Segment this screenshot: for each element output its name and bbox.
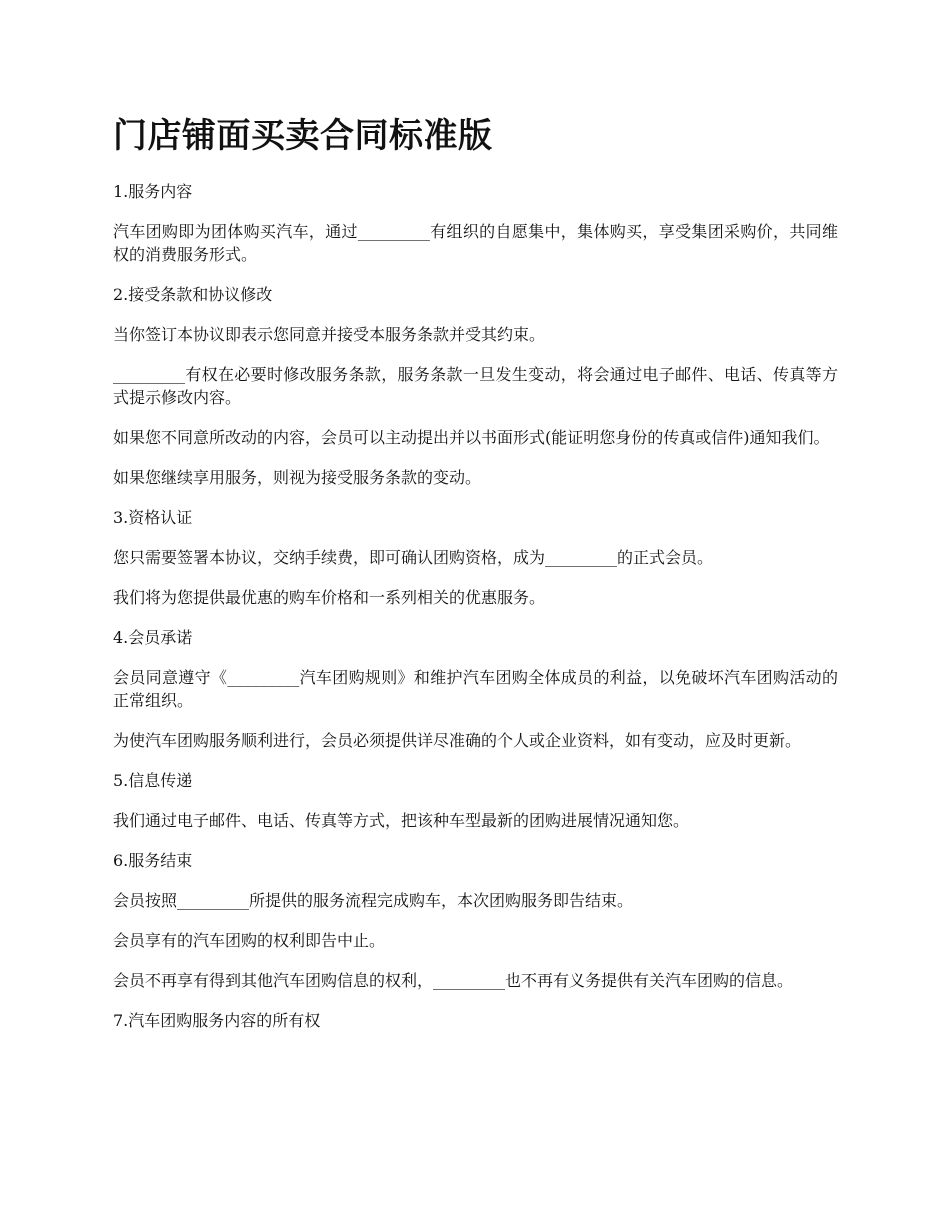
paragraph: 为使汽车团购服务顺利进行，会员必须提供详尽准确的个人或企业资料，如有变动，应及时更新。 <box>113 731 802 750</box>
section-heading-1: 1.服务内容 <box>113 182 193 201</box>
paragraph: 您只需要签署本协议，交纳手续费，即可确认团购资格，成为_________的正式会员。 <box>113 548 714 567</box>
paragraph: 如果您继续享用服务，则视为接受服务条款的变动。 <box>113 468 482 487</box>
section-heading-7: 7.汽车团购服务内容的所有权 <box>113 1011 321 1030</box>
paragraph: 会员同意遵守《_________汽车团购规则》和维护汽车团购全体成员的利益，以免破坏汽车团购活动的正常组织。 <box>113 668 838 710</box>
section-heading-2: 2.接受条款和协议修改 <box>113 285 273 304</box>
paragraph: 会员享有的汽车团购的权利即告中止。 <box>113 931 386 950</box>
document-page <box>113 112 838 1049</box>
section-heading-3: 3.资格认证 <box>113 508 193 527</box>
paragraph: 会员不再享有得到其他汽车团购信息的权利，_________也不再有义务提供有关汽车团购的信息。 <box>113 971 794 990</box>
paragraph: _________有权在必要时修改服务条款，服务条款一旦发生变动，将会通过电子邮件、电话、传真等方式提示修改内容。 <box>113 365 838 407</box>
section-heading-4: 4.会员承诺 <box>113 628 193 647</box>
section-heading-5: 5.信息传递 <box>113 771 193 790</box>
paragraph: 汽车团购即为团体购买汽车，通过_________有组织的自愿集中，集体购买，享受集团采购价，共同维权的消费服务形式。 <box>113 222 838 264</box>
paragraph: 我们通过电子邮件、电话、传真等方式，把该种车型最新的团购进展情况通知您。 <box>113 811 690 830</box>
paragraph: 当你签订本协议即表示您同意并接受本服务条款并受其约束。 <box>113 325 546 344</box>
paragraph: 如果您不同意所改动的内容，会员可以主动提出并以书面形式(能证明您身份的传真或信件)通知我们。 <box>113 428 830 447</box>
paragraph: 我们将为您提供最优惠的购车价格和一系列相关的优惠服务。 <box>113 588 546 607</box>
paragraph: 会员按照_________所提供的服务流程完成购车，本次团购服务即告结束。 <box>113 891 634 910</box>
section-heading-6: 6.服务结束 <box>113 851 193 870</box>
document-title: 门店铺面买卖合同标准版 <box>113 116 493 156</box>
